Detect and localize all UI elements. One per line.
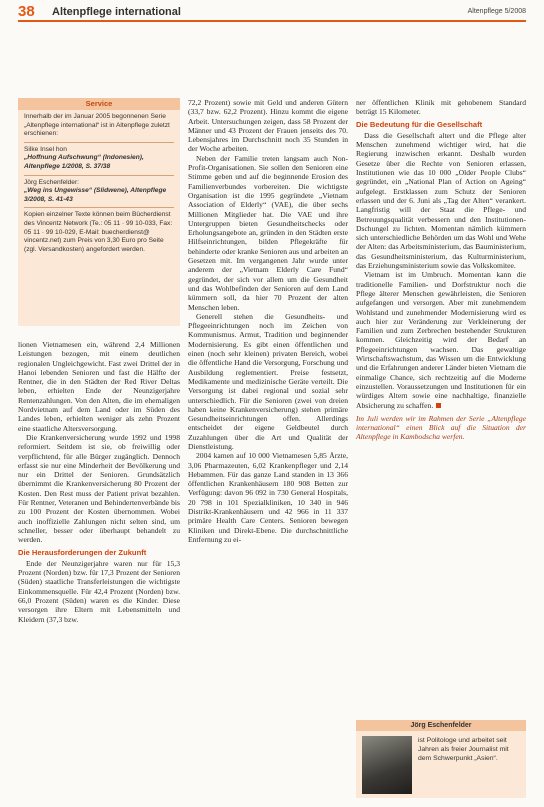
section-heading: Die Bedeutung für die Gesellschaft [356,119,483,129]
paragraph: Neben der Familie treten langsam auch Non-Profit-Organisationen. Sie sollen den Senioren eine Stimme geben und auf die beginnende Erosion des Familienverbundes vorbereiten. Die wichtigste Organisation ist die 1995 gegründete „Vietnam Association of Elderly“ (VAE), die über sechs Millionen Mitglieder hat. Die VAE und ihre Untergruppen bieten Gesundheitschecks oder Erholungsangebote an, gründen in den Städten erste Hilfseinrichtungen, bilden Pflegekräfte für behinderte oder kranke Senioren aus und arbeiten an Gesetzen mit. Im vergangenen Jahr wurde unter anderem der „Vietnam Elderly Care Fund“ gegründet, der sich vor allem um die Gesundheit und das Wohlbefinden der Senioren auf dem Land kümmern soll, da hier 70 Prozent der alten Menschen leben. [188,153,348,312]
paragraph [356,270,526,409]
issue-label: Altenpflege 5/2008 [467,8,526,15]
article-column-1 [18,340,180,624]
service-intro: Innerhalb der im Januar 2005 begonnenen Serie „Altenpflege international“ ist in Altenpflege zuletzt erschienen: [24,113,170,138]
article-column-2 [188,98,348,544]
author-photo [362,736,412,794]
service-contact: Kopien einzelner Texte können beim Bücherdienst des Vincentz Network (Te.: 05 11 · 99 10-033, Fax: 05 11 · 99 10-029, E-Mail: buecherdienst@ vincentz.net) zum Preis von 3,30 Euro pro Seite (zgl. Versandkosten) angefordert werden. [24,211,173,253]
paragraph: Generell stehen die Gesundheits- und Pflegeeinrichtungen noch im Zeichen von Kommunismus. Armut, Tradition und beginnender Modernisierung. Es gibt einen öffentlichen und einen (noch sehr kleinen) privaten Bereich, wobei die öffentliche Hand die Versorgung, Forschung und Ausbildung reglementiert. Preise festsetzt, Medikamente und medizinische Geräte verteilt. Die Versorgung ist dabei regional und sozial sehr unterschiedlich. Für die Senioren (zwei von dreien haben keine Krankenversicherung) stehen primäre Gesundheitseinrichtungen offen. Allerdings entscheidet der eigene Geldbeutel durch Zuzahlungen über die Art und Qualität der Dienstleistung. [188,311,348,451]
author-name: Jörg Eschenfelder [356,720,526,731]
service-divider [24,142,174,143]
paragraph: Dass die Gesellschaft altert und die Pflege alter Menschen zunehmend wichtiger wird, hat die Regierung inzwischen erkannt. Deshalb wurden Gesetze über die Rechte von Senioren erlassen, Institutionen wie das 10 000 „Older People Clubs“ gegründet, ein „National Plan of Action on Ageing“ aufgelegt. Erstklassen zum Schutz der Senioren erlassen und der 6. Juni als „Tag der Alten“ verankert. Langfristig will der Staat die Pflege- und Betreuungsqualität verbessern und den Institutionen-Dschungel zu lichten. Momentan nämlich kümmern sich unterschiedliche Behörden um das Wohl und Wehe der Alten: das Arbeitsministerium, das Bauministerium, das Gesundheitsministerium, das Kulturministerium, das Erziehungsministerium sowie das Volkskomitee. [356,130,526,271]
author-box [356,720,526,798]
page-header [0,0,544,22]
service-divider [24,175,174,176]
page-number: 38 [18,3,35,20]
series-note: Im Juli werden wir im Rahmen der Serie „Altenpflege international“ einen Blick auf die Situation der Altenpflege in Kambodscha werfen. [356,413,526,442]
author-bio: ist Politologe und arbeitet seit Jahren als freier Journalist mit dem Schwerpunkt „Asien“. [418,737,509,762]
section-heading: Die Herausforderungen der Zukunft [18,547,147,557]
paragraph: Die Krankenversicherung wurde 1992 und 1998 reformiert. Seitdem ist sie, ob freiwillig oder verpflichtend, für alle Bürger zugänglich. Dennoch erfasst sie nur eine Minderheit der Bevölkerung und nur ein Drittel der Senioren. Grundsätzlich übernimmt die Krankenversicherung 80 Prozent der Kosten. Den Rest muss der Patient privat bezahlen. Für Rentner, Veteranen und Behindertenverbände bis zu 100 Prozent der Kosten übernommen. Wobei auch inoffizielle Zahlungen nicht selten sind, um schneller, besser oder überhaupt behandelt zu werden. [18,432,180,545]
paragraph: ner öffentlichen Klinik mit gehobenem Standard beträgt 15 Kilometer. [356,98,526,117]
service-item1-title: „Hoffnung Aufschwung“ (Indonesien), Altenpflege 1/2008, S. 37/38 [24,154,144,170]
header-rule [18,20,526,22]
paragraph: 2004 kamen auf 10 000 Vietnamesen 5,85 Ärzte, 3,06 Pharmazeuten, 6,02 Krankenpfleger und 2,14 Hebammen. Für das ganze Land standen in 13 366 öffentlichen Krankenhäusern 180 908 Betten zur Verfügung: davon 96 092 in 730 General Hospitals, 20 798 in 101 Spezialkliniken, 10 340 in 946 Distrikt-Krankenhäusern und 42 966 in 11 337 primäre Health Care Centers. Senioren bewegen Kliniken und Direkt-Ebene. Die durchschnittliche Entfernung zu ei- [188,451,348,544]
service-box [18,98,180,326]
paragraph: 72,2 Prozent) sowie mit Geld und anderen Gütern (33,7 bzw. 62,2 Prozent). Hinzu kommt die eigene Arbeit. Untersuchungen zeigen, dass 58 Prozent der Männer und 43 Prozent der Frauen jenseits des 70. Lebensjahres im Durchschnitt noch 35 Stunden in der Woche arbeiten. [188,98,348,154]
service-item2-lead: Jörg Eschenfelder: [24,178,79,186]
service-heading: Service [18,98,180,110]
paragraph: Ende der Neunzigerjahre waren nur für 15,3 Prozent (Norden) bzw. für 17,3 Prozent der Senioren (Süden) staatliche Transferleistungen die wichtigste Einkommensquelle. Für 42,4 Prozent (Norden) bzw. 66,0 Prozent (Süden) waren es die Kinder. Diese versorgen ihre Eltern mit Lebensmitteln und Kleidern (37,3 bzw. [18,558,180,624]
article-column-3 [356,98,526,442]
paragraph: lionen Vietnamesen ein, während 2,4 Millionen Leistungen bezogen, mit einem deutlichen regionalen Ungleichgewicht. Fast zwei Drittel der in Hanoi lebenden Senioren und fast die Hälfte der Rentner, die in den Städten der Red River Deltas leben, erhielten Ende der Neunzigerjahre Rentenzahlungen. Von den Alten, die im ehemaligen Nordvietnam auf dem Land oder im Süden des Landes leben, erhielten weniger als zehn Prozent eine staatliche Altersversorgung. [18,340,180,433]
service-item2-title: „Weg ins Ungewisse“ (Slidwene), Altenpflege 3/2008, S. 41-43 [24,187,167,203]
end-mark-icon [436,403,441,408]
magazine-title: Altenpflege international [52,6,181,18]
service-divider [24,207,174,208]
paragraph-text: Vietnam ist im Umbruch. Momentan kann die traditionelle Familien- und Dorfstruktur noch die Pflege älterer Menschen gewährleisten, die Senioren aufgefangen und versorgen. Aber mit zunehmendem Wohlstand und zunehmender Modernisierung wird es auch hier zur Veränderung zur Verkleinerung der Familien und zum Zerbrechen bestehender Strukturen kommen. Gleichzeitig wird der Bedarf an Pflegeeinrichtungen wachsen. Das gewaltige Wirtschaftswachstum, das Wissen um die Entwicklung und die Erfahrungen anderer Länder bieten Vietnam die einmalige Chance, sich rechtzeitig auf die Moderne einzustellen. Voraussetzungen und Institutionen für ein würdiges Altern sowie eine nachhaltige, finanzielle Absicherung zu schaffen. [356,270,526,410]
service-item1-lead: Silke Insel hon [24,145,67,153]
